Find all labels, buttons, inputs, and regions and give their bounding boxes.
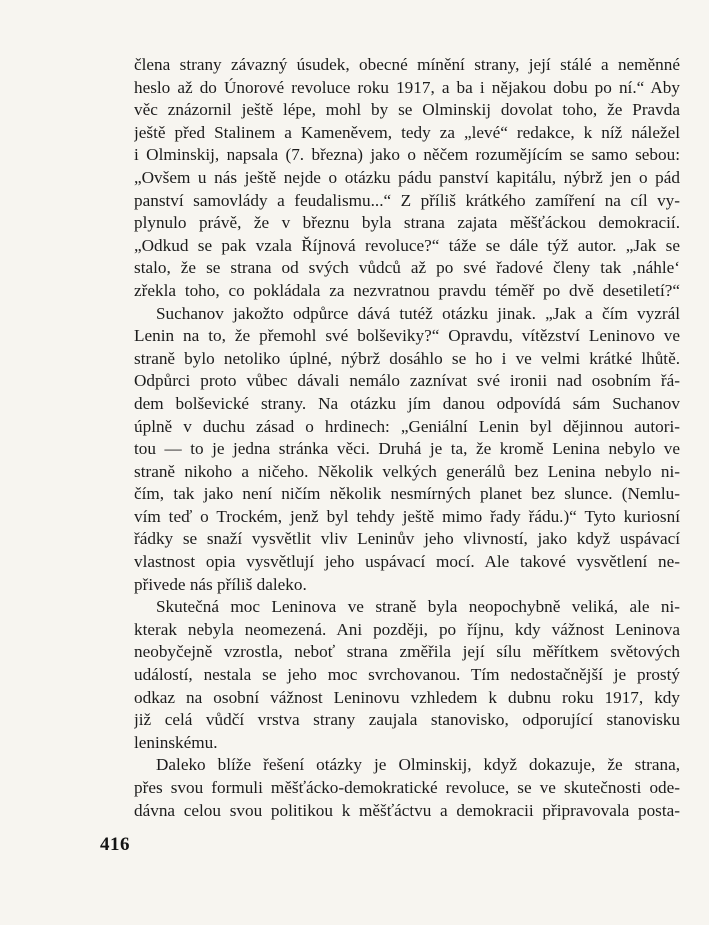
text-line: „Ovšem u nás ještě nejde o otázku pádu panství kapitálu, nýbrž jen o pád	[134, 167, 680, 187]
text-line: Lenin na to, že přemohl své bolševiky?“ Opravdu, vítězství Leninovo ve	[134, 326, 680, 346]
text-line: úplně v duchu zásad o hrdinech: „Geniální Lenin byl dějinnou autori-	[134, 416, 680, 436]
paragraph	[134, 303, 680, 597]
text-line: Skutečná moc Leninova ve straně byla neopochybně veliká, ale ni-	[156, 597, 680, 617]
text-line: „Odkud se pak vzala Říjnová revoluce?“ táže se dále týž autor. „Jak se	[134, 235, 680, 255]
text-line: řádky se snaží vysvětlit vliv Leninův jeho vlivností, jako když uspávací	[134, 529, 680, 549]
paragraph	[134, 754, 680, 822]
text-line: odkaz na osobní vážnost Leninovu vzhledem k dubnu roku 1917, kdy	[134, 687, 680, 707]
text-line: straně bylo netoliko úplné, nýbrž dosáhlo se ho i ve velmi krátké lhůtě.	[134, 348, 680, 368]
text-line: událostí, nestala se jeho moc svrchovanou. Tím nedostačnější je prostý	[134, 665, 680, 685]
text-line: stalo, že se strana od svých vůdců až po své řadové členy tak ‚náhle‘	[134, 258, 680, 278]
body-text	[134, 54, 680, 822]
text-line: člena strany závazný úsudek, obecné mínění strany, její stálé a neměnné	[134, 55, 680, 74]
text-line: Odpůrci proto vůbec dávali nemálo zaznívat své ironii nad osobním řá-	[134, 371, 680, 391]
text-line: čím, tak jako není ničím několik nesmírných planet bez slunce. (Nemlu-	[134, 484, 680, 504]
text-line: vím teď o Trockém, jenž byl tehdy ještě mimo řady řádu.)“ Tyto kuriosní	[134, 506, 680, 526]
text-line: přivede nás příliš daleko.	[134, 574, 307, 594]
text-line: straně nikoho a ničeho. Několik velkých generálů bez Lenina nebylo ni-	[134, 461, 680, 481]
text-line: panství samovlády a feudalismu...“ Z příliš krátkého zamíření na cíl vy-	[134, 190, 680, 210]
text-line: věc znázornil ještě lépe, mohl by se Olminskij dovolat toho, že Pravda	[134, 100, 680, 120]
text-line: dem bolševické strany. Na otázku jím danou odpovídá sám Suchanov	[134, 393, 680, 413]
text-line: heslo až do Únorové revoluce roku 1917, a ba i nějakou dobu po ní.“ Aby	[134, 77, 680, 97]
text-line: leninskému.	[134, 732, 218, 752]
text-line: i Olminskij, napsala (7. března) jako o něčem rozumějícím se samo sebou:	[134, 145, 680, 165]
text-line: plynulo právě, že v březnu byla strana zajata měšťáckou demokracií.	[134, 213, 680, 233]
page-number: 416	[100, 834, 130, 855]
text-line: tou — to je jedna stránka věci. Druhá je ta, že kromě Lenina nebylo ve	[134, 439, 680, 459]
text-line: neobyčejně vzrostla, neboť strana změřila její sílu měřítkem světových	[134, 642, 680, 662]
text-line: již celá vůdčí vrstva strany zaujala stanovisko, odporující stanovisku	[134, 710, 680, 730]
text-line: vlastnost opia vysvětlují jeho uspávací mocí. Ale takové vysvětlení ne-	[134, 552, 680, 572]
text-line: ještě před Stalinem a Kameněvem, tedy za „levé“ redakce, k níž náležel	[134, 122, 680, 142]
text-line: Suchanov jakožto odpůrce dává tutéž otázku jinak. „Jak a čím vyzrál	[156, 303, 680, 323]
text-line: přes svou formuli měšťácko-demokratické revoluce, se ve skutečnosti ode-	[134, 778, 680, 797]
text-line: kterak nebyla neomezená. Ani později, po říjnu, kdy vážnost Leninova	[134, 619, 680, 639]
text-line: dávna celou svou politikou k měšťáctvu a demokracii připravovala posta-	[134, 800, 680, 820]
paragraph	[134, 54, 680, 303]
paragraph	[134, 596, 680, 754]
text-line: Daleko blíže řešení otázky je Olminskij, když dokazuje, že strana,	[156, 755, 680, 775]
text-line: zřekla toho, co pokládala za nezvratnou pravdu téměř po dvě desetiletí?“	[134, 280, 680, 300]
